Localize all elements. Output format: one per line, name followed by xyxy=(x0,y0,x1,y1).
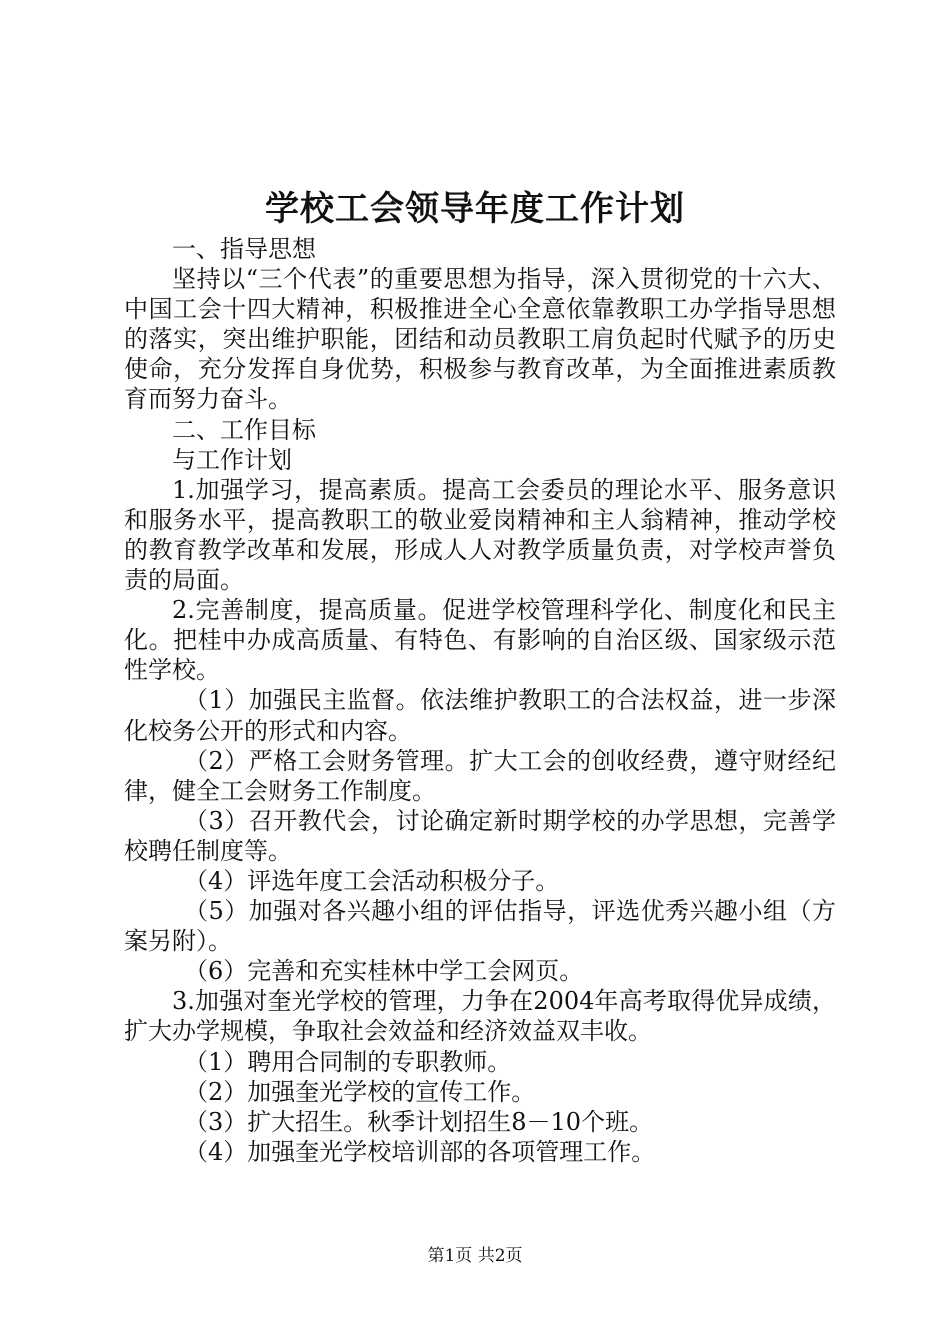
paragraph-item-3-sub-1: （1）聘用合同制的专职教师。 xyxy=(184,1047,512,1076)
section-heading-work-goals: 二、工作目标 xyxy=(172,415,316,444)
paragraph-item-3-sub-2: （2）加强奎光学校的宣传工作。 xyxy=(184,1077,536,1106)
section-heading-work-plan: 与工作计划 xyxy=(172,445,292,474)
paragraph-item-3: 3.加强对奎光学校的管理，力争在2004年高考取得优异成绩，扩大办学规模，争取社会效益和经济效益双丰收。 xyxy=(124,987,836,1046)
paragraph-item-2-sub-1: （1）加强民主监督。依法维护教职工的合法权益，进一步深化校务公开的形式和内容。 xyxy=(124,686,836,745)
paragraph-guiding-thought: 坚持以“三个代表”的重要思想为指导，深入贯彻党的十六大、中国工会十四大精神，积极推进全心全意依靠教职工办学指导思想的落实，突出维护职能，团结和动员教职工肩负起时代赋予的历史使命，充分发挥自身优势，积极参与教育改革，为全面推进素质教育而努力奋斗。 xyxy=(124,265,836,414)
document-title: 学校工会领导年度工作计划 xyxy=(265,189,685,229)
paragraph-item-2-sub-3: （3）召开教代会，讨论确定新时期学校的办学思想，完善学校聘任制度等。 xyxy=(124,806,836,865)
section-heading-guiding-thought: 一、指导思想 xyxy=(172,235,316,263)
paragraph-item-3-sub-3: （3）扩大招生。秋季计划招生8－10个班。 xyxy=(184,1107,654,1136)
paragraph-item-2-sub-4: （4）评选年度工会活动积极分子。 xyxy=(184,866,560,895)
paragraph-item-2-sub-5: （5）加强对各兴趣小组的评估指导，评选优秀兴趣小组（方案另附）。 xyxy=(124,897,836,956)
paragraph-item-2: 2.完善制度，提高质量。促进学校管理科学化、制度化和民主化。把桂中办成高质量、有特色、有影响的自治区级、国家级示范性学校。 xyxy=(124,596,836,685)
paragraph-item-3-sub-4: （4）加强奎光学校培训部的各项管理工作。 xyxy=(184,1137,656,1166)
paragraph-item-1: 1.加强学习，提高素质。提高工会委员的理论水平、服务意识和服务水平，提高教职工的敬业爱岗精神和主人翁精神，推动学校的教育教学改革和发展，形成人人对教学质量负责，对学校声誉负责的局面。 xyxy=(124,475,836,595)
page-number-footer: 第1页 共2页 xyxy=(427,1246,523,1266)
document-body xyxy=(124,234,836,1167)
paragraph-item-2-sub-6: （6）完善和充实桂林中学工会网页。 xyxy=(184,957,584,986)
paragraph-item-2-sub-2: （2）严格工会财务管理。扩大工会的创收经费，遵守财经纪律，健全工会财务工作制度。 xyxy=(124,746,836,805)
